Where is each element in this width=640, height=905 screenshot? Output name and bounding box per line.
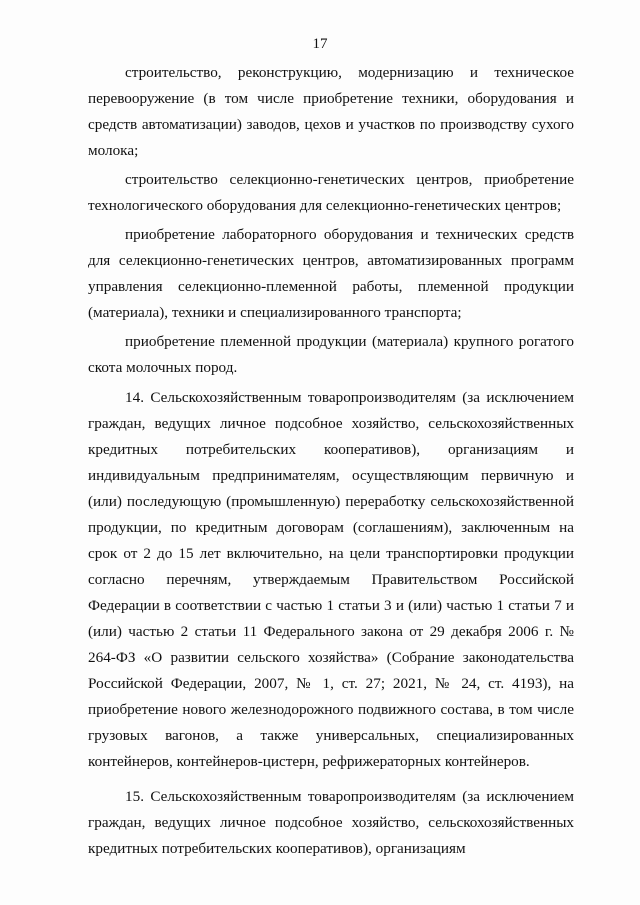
paragraph-selection-centers: строительство селекционно-генетических центров, приобретение технологического оборудования для селекционно-генетических центров; bbox=[88, 171, 574, 214]
page-number: 17 bbox=[312, 36, 328, 52]
paragraph-lab-equipment: приобретение лабораторного оборудования и технических средств для селекционно-генетических центров, автоматизированных программ управления селекционно-племенной работы, племенной продукции (материала), техники и специализированного транспорта; bbox=[88, 226, 574, 321]
paragraph-dairy-plants: строительство, реконструкцию, модернизацию и техническое перевооружение (в том числе приобретение техники, оборудования и средств автоматизации) заводов, цехов и участков по производству сухого молока; bbox=[88, 64, 574, 159]
paragraph-breeding-cattle: приобретение племенной продукции (материала) крупного рогатого скота молочных пород. bbox=[88, 333, 574, 376]
paragraph-item-15: 15. Сельскохозяйственным товаропроизводителям (за исключением граждан, ведущих личное подсобное хозяйство, сельскохозяйственных кредитных потребительских кооперативов), организациям bbox=[88, 788, 574, 857]
paragraph-item-14: 14. Сельскохозяйственным товаропроизводителям (за исключением граждан, ведущих личное подсобное хозяйство, сельскохозяйственных кредитных потребительских кооперативов), организациям и индивидуальным предпринимателям, осуществляющим первичную и (или) последующую (промышленную) переработку сельскохозяйственной продукции, по кредитным договорам (соглашениям), заключенным на срок от 2 до 15 лет включительно, на цели транспортировки продукции согласно перечням, утверждаемым Правительством Российской Федерации в соответствии с частью 1 статьи 3 и (или) частью 1 статьи 7 и (или) частью 2 статьи 11 Федерального закона от 29 декабря 2006 г. № 264-ФЗ «О развитии сельского хозяйства» (Собрание законодательства Российской Федерации, 2007, № 1, ст. 27; 2021, № 24, ст. 4193), на приобретение нового железнодорожного подвижного состава, в том числе грузовых вагонов, а также универсальных, специализированных контейнеров, контейнеров-цистерн, рефрижераторных контейнеров. bbox=[88, 389, 574, 770]
document-body bbox=[88, 60, 574, 862]
